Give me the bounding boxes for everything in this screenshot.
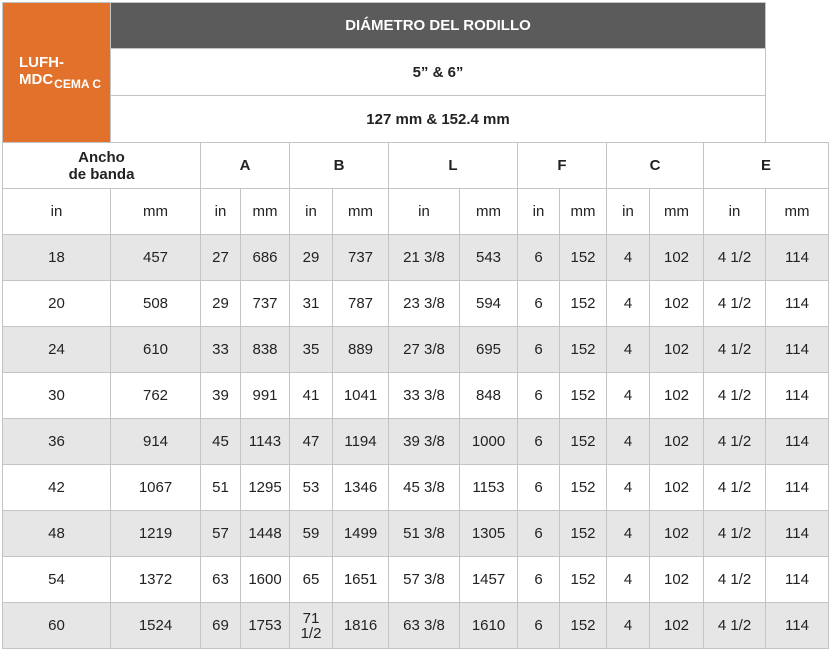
table-cell: 152 [560,235,607,281]
table-cell: 1295 [241,465,290,511]
table-cell: 47 [290,419,333,465]
table-cell: 6 [518,235,560,281]
table-cell: 39 [201,373,241,419]
table-cell: 1499 [333,511,389,557]
table-cell: 6 [518,557,560,603]
table-cell: 1305 [460,511,518,557]
table-cell: 787 [333,281,389,327]
table-cell: 1753 [241,603,290,649]
table-cell: 4 1/2 [704,465,766,511]
table-cell: 30 [3,373,111,419]
table-cell: 102 [650,557,704,603]
column-group-l: L [389,143,518,189]
unit-header: mm [460,189,518,235]
table-cell: 114 [766,419,829,465]
table-cell: 33 3/8 [389,373,460,419]
table-cell: 508 [111,281,201,327]
column-group-b: B [290,143,389,189]
table-cell: 36 [3,419,111,465]
table-cell: 27 [201,235,241,281]
belt-width-label-line1: Ancho [78,148,125,166]
table-cell: 20 [3,281,111,327]
table-cell: 4 [607,373,650,419]
unit-header: in [389,189,460,235]
table-cell: 1194 [333,419,389,465]
model-subscript: CEMA C [54,77,102,91]
table-cell: 6 [518,281,560,327]
table-cell: 737 [241,281,290,327]
table-cell: 4 [607,603,650,649]
table-cell: 1067 [111,465,201,511]
table-cell: 4 [607,465,650,511]
table-cell: 1219 [111,511,201,557]
table-row [3,419,829,465]
table-cell: 991 [241,373,290,419]
unit-header: mm [241,189,290,235]
column-group-c: C [607,143,704,189]
table-cell: 543 [460,235,518,281]
table-cell: 57 3/8 [389,557,460,603]
table-cell: 45 3/8 [389,465,460,511]
table-cell: 39 3/8 [389,419,460,465]
table-cell: 1372 [111,557,201,603]
table-cell: 4 1/2 [704,327,766,373]
table-cell: 1143 [241,419,290,465]
table-cell: 4 1/2 [704,511,766,557]
table-cell: 152 [560,373,607,419]
model-name-cell [3,3,111,143]
table-cell: 4 [607,235,650,281]
table-cell: 31 [290,281,333,327]
table-cell: 24 [3,327,111,373]
table-cell: 1000 [460,419,518,465]
table-cell: 610 [111,327,201,373]
table-cell: 60 [3,603,111,649]
table-cell: 102 [650,373,704,419]
table-cell: 152 [560,419,607,465]
table-cell: 102 [650,465,704,511]
table-row [3,511,829,557]
table-cell: 152 [560,511,607,557]
table-cell: 1816 [333,603,389,649]
unit-header: mm [560,189,607,235]
table-cell: 114 [766,235,829,281]
table-cell: 457 [111,235,201,281]
table-cell: 4 [607,557,650,603]
table-cell: 6 [518,511,560,557]
table-row [3,327,829,373]
table-cell: 4 1/2 [704,373,766,419]
table-cell: 152 [560,603,607,649]
table-cell: 29 [201,281,241,327]
table-cell: 4 1/2 [704,281,766,327]
unit-header: mm [650,189,704,235]
table-cell: 114 [766,465,829,511]
table-cell: 762 [111,373,201,419]
table-cell: 838 [241,327,290,373]
table-cell: 51 3/8 [389,511,460,557]
unit-header: in [290,189,333,235]
table-cell: 4 1/2 [704,419,766,465]
table-cell: 4 [607,419,650,465]
column-group-e: E [704,143,829,189]
table-cell: 6 [518,373,560,419]
unit-header: in [607,189,650,235]
table-row [3,235,829,281]
table-row [3,281,829,327]
table-cell: 114 [766,557,829,603]
table-cell: 594 [460,281,518,327]
table-cell: 53 [290,465,333,511]
table-cell: 889 [333,327,389,373]
table-cell: 69 [201,603,241,649]
table-cell: 45 [201,419,241,465]
table-cell: 152 [560,465,607,511]
unit-header: mm [111,189,201,235]
table-cell: 41 [290,373,333,419]
table-cell: 18 [3,235,111,281]
table-cell: 686 [241,235,290,281]
column-group-a: A [201,143,290,189]
table-cell: 152 [560,327,607,373]
table-row [3,465,829,511]
table-cell: 65 [290,557,333,603]
table-row [3,373,829,419]
table-cell: 695 [460,327,518,373]
table-cell: 102 [650,327,704,373]
table-cell: 102 [650,235,704,281]
table-cell: 33 [201,327,241,373]
table-cell: 102 [650,281,704,327]
table-cell: 35 [290,327,333,373]
table-cell: 102 [650,603,704,649]
belt-width-header [3,143,201,189]
table-cell: 63 3/8 [389,603,460,649]
table-cell: 1346 [333,465,389,511]
table-cell: 63 [201,557,241,603]
table-cell: 4 1/2 [704,235,766,281]
table-cell: 848 [460,373,518,419]
table-cell: 114 [766,603,829,649]
unit-header: mm [766,189,829,235]
table-cell: 114 [766,327,829,373]
table-row [3,557,829,603]
roller-diameter-title: DIÁMETRO DEL RODILLO [111,3,766,49]
table-cell: 6 [518,465,560,511]
roller-diameter-mm: 127 mm & 152.4 mm [111,96,766,143]
table-row [3,603,829,649]
unit-header: in [704,189,766,235]
table-cell: 737 [333,235,389,281]
table-cell: 4 [607,327,650,373]
table-cell: 914 [111,419,201,465]
table-cell: 51 [201,465,241,511]
table-cell: 57 [201,511,241,557]
table-cell: 102 [650,511,704,557]
table-cell: 27 3/8 [389,327,460,373]
unit-header: in [201,189,241,235]
table-cell: 42 [3,465,111,511]
table-cell: 59 [290,511,333,557]
table-cell: 21 3/8 [389,235,460,281]
unit-header: in [3,189,111,235]
table-cell: 114 [766,511,829,557]
table-cell: 1153 [460,465,518,511]
table-cell: 1041 [333,373,389,419]
table-cell: 54 [3,557,111,603]
table-cell: 1651 [333,557,389,603]
table-cell: 4 [607,511,650,557]
table-cell: 1524 [111,603,201,649]
table-cell: 4 [607,281,650,327]
table-cell: 1457 [460,557,518,603]
table-cell: 6 [518,603,560,649]
model-name: LUFH-MDC [19,54,64,88]
unit-header: in [518,189,560,235]
table-cell: 29 [290,235,333,281]
column-group-f: F [518,143,607,189]
table-cell: 152 [560,281,607,327]
table-cell: 102 [650,419,704,465]
table-cell: 1610 [460,603,518,649]
roller-diameter-inches: 5” & 6” [111,49,766,96]
table-cell: 4 1/2 [704,557,766,603]
unit-header: mm [333,189,389,235]
table-cell: 23 3/8 [389,281,460,327]
table-cell: 4 1/2 [704,603,766,649]
table-cell: 6 [518,327,560,373]
table-cell: 48 [3,511,111,557]
specification-table [2,2,829,649]
table-cell: 152 [560,557,607,603]
table-cell: 1448 [241,511,290,557]
table-cell: 71 1/2 [290,603,333,649]
table-cell: 6 [518,419,560,465]
table-cell: 114 [766,281,829,327]
belt-width-label-line2: de banda [68,165,135,183]
table-cell: 114 [766,373,829,419]
table-cell: 1600 [241,557,290,603]
